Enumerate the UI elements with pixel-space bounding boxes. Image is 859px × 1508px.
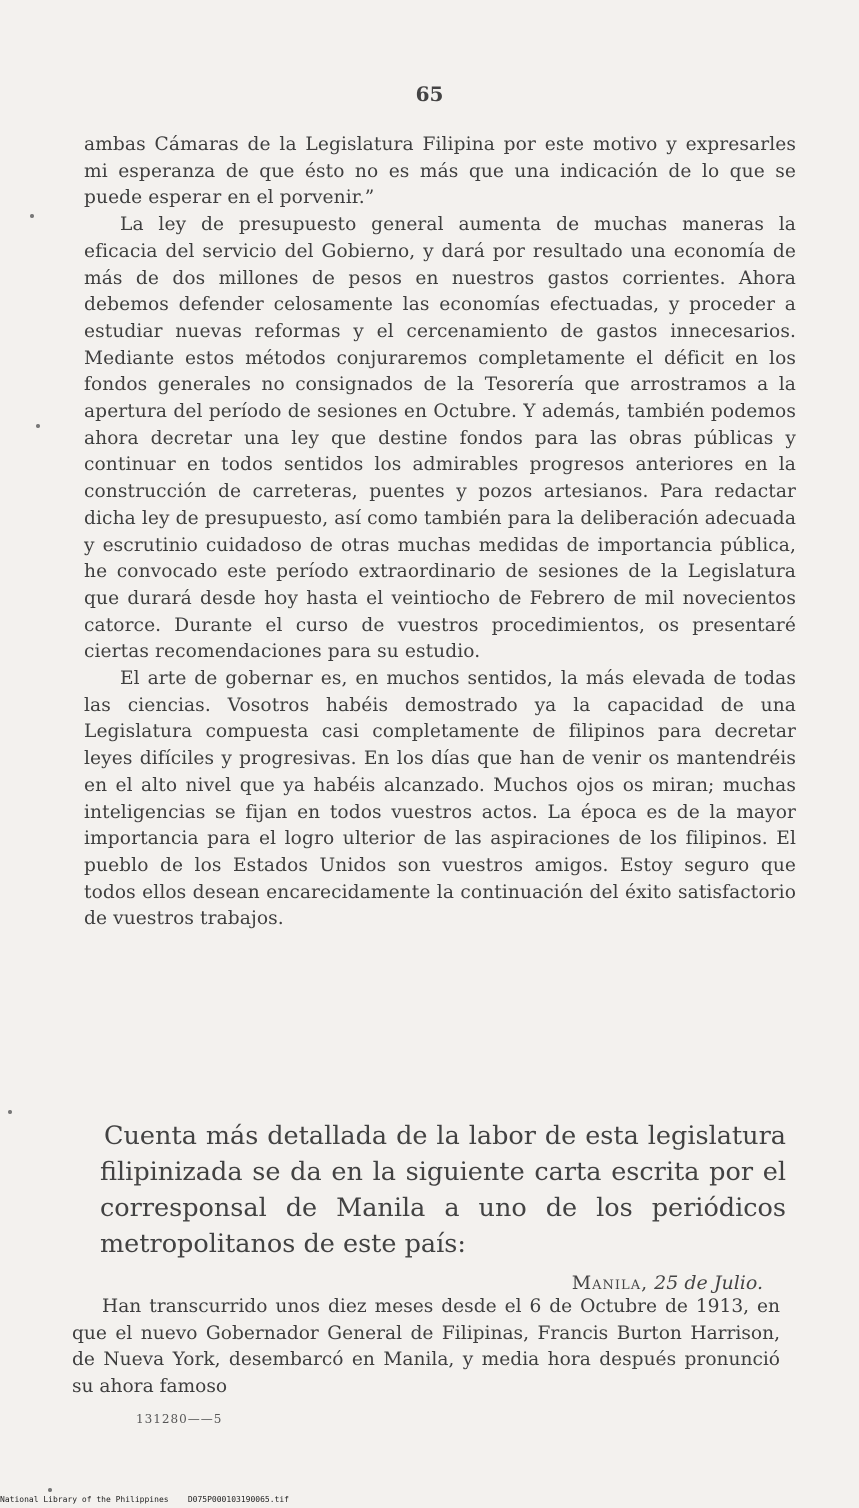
scan-speck-mark — [30, 214, 34, 218]
scan-file-name: D075P000103190065.tif — [187, 1495, 289, 1504]
speech-paragraph-3: El arte de gobernar es, en muchos sentidos, la más elevada de todas las ciencias. Vosotros habéis demostrado ya la capacidad de una Legislatura compuesta casi completamente de filipinos para decretar leyes difíciles y progresivas. En los días que han de venir os mantendréis en el alto nivel que ya habéis alcanzado. Muchos ojos os miran; muchas inteligencias se fijan en todos vuestros actos. La época es de la mayor importancia para el logro ulterior de las aspiraciones de los filipinos. El pueblo de los Estados Unidos son vuestros amigos. Estoy seguro que todos ellos desean encarecidamente la continuación del éxito satisfactorio de vuestros trabajos. — [84, 668, 796, 930]
scan-speck-mark — [36, 424, 40, 428]
library-credit-text: National Library of the Philippines — [0, 1495, 169, 1504]
speech-text-block — [84, 132, 796, 933]
letter-paragraph: Han transcurrido unos diez meses desde el 6 de Octubre de 1913, en que el nuevo Gobernador General de Filipinas, Francis Burton Harrison, de Nueva York, desembarcó en Manila, y media hora después pronunció su ahora famoso — [72, 1296, 780, 1397]
speech-paragraph-2: La ley de presupuesto general aumenta de muchas maneras la eficacia del servicio del Gobierno, y dará por resultado una economía de más de dos millones de pesos en nuestros gastos corrientes. Ahora debemos defender celosamente las economías efectuadas, y proceder a estudiar nuevas reformas y el cercenamiento de gastos innecesarios. Mediante estos métodos conjuraremos completamente el déficit en los fondos generales no consignados de la Tesorería que arrostramos a la apertura del período de sesiones en Octubre. Y además, también podemos ahora decretar una ley que destine fondos para las obras públicas y continuar en todos sentidos los admirables progresos anteriores en la construcción de carreteras, puentes y pozos artesianos. Para redactar dicha ley de presupuesto, así como también para la deliberación adecuada y escrutinio cuidadoso de otras muchas medidas de importancia pública, he convocado este período extraordinario de sesiones de la Legislatura que durará desde hoy hasta el veintiocho de Febrero de mil novecientos catorce. Durante el curso de vuestros procedimientos, os presentaré ciertas recomendaciones para su estudio. — [84, 214, 796, 663]
printer-code: 131280——5 — [136, 1412, 223, 1426]
scan-speck-mark — [48, 1488, 52, 1492]
scan-credit — [0, 1495, 289, 1504]
dateline-city: Manila, — [571, 1272, 649, 1294]
letter-dateline — [572, 1272, 763, 1294]
page-number: 65 — [415, 82, 444, 106]
intro-paragraph: Cuenta más detallada de la labor de esta legislatura filipinizada se da en la siguiente carta escrita por el corresponsal de Manila a uno de los periódicos metropolitanos de este país: — [100, 1121, 786, 1259]
speech-paragraph-1: ambas Cámaras de la Legislatura Filipina por este motivo y expresarles mi esperanza de que ésto no es más que una indicación de lo que se puede esperar en el porvenir.” — [84, 134, 796, 209]
letter-text-block — [72, 1294, 780, 1400]
dateline-date: 25 de Julio. — [654, 1272, 763, 1294]
intro-text-block — [100, 1118, 786, 1262]
scan-speck-mark — [8, 1110, 12, 1114]
